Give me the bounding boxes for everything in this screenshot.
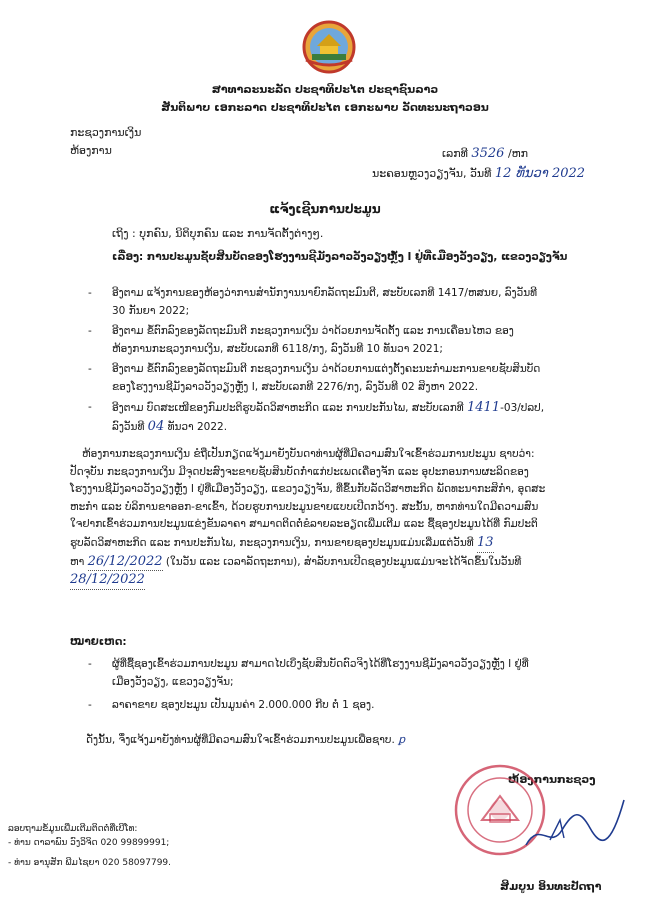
reference-text: ລົງວັນທີ	[112, 420, 145, 433]
country-header: ສາທາລະນະລັດ ປະຊາທິປະໄຕ ປະຊາຊົນລາວ	[211, 83, 439, 96]
body-line: ຮູບລັດວິສາຫະກິດ ແລະ ການປະກັນໄພ, ກະຊວງການເງິນ, ການຂາຍຊອງປະມູນແມ່ນເລີ່ມແຕ່ວັນທີ	[70, 536, 474, 549]
body-line: (ໃນວັນ ແລະ ເວລາລັດຖະການ), ສຳລັບການເປີດຊອງປະມູນແມ່ນຈະໄດ້ຈັດຂຶ້ນໃນວັນທີ	[165, 555, 522, 568]
reference-text: ອີງຕາມ ບົດສະເໜີຂອງກົມປະຕິຮູບລັດວິສາຫະກິດ ແລະ ການປະກັນໄພ, ສະບັບເລກທີ	[112, 402, 464, 414]
ref-number-value: 3526	[471, 146, 505, 161]
body-line: ປັດຈຸບັນ ກະຊວງການເງິນ ມີຈຸດປະສົງຈະຂາຍຊັບສິນບັດກໍ່າແກ່ປະເພດເຄື່ອງຈັກ ແລະ ອຸປະກອນການຜະລິດຂອງ	[70, 465, 529, 478]
body-line: ໂຮງງານຊີມັງລາວວັງວຽງຫຼັ່ງ I ຢູ່ທີ່ເມືອງວັງວຽງ, ແຂວງວຽງຈັນ, ທີ່ຂຶ້ນກັບລັດວິສາຫະກິດ ພັດທະນາກະສິກຳ, ອຸດສະ	[70, 483, 546, 496]
handwritten-day: 04	[147, 418, 165, 434]
notes-heading: ໝາຍເຫດ:	[70, 636, 127, 648]
national-emblem-icon	[298, 20, 360, 74]
motto-header: ສັນຕິພາບ ເອກະລາດ ປະຊາທິປະໄຕ ເອກະພາບ ວັດທະນະຖາວອນ	[161, 101, 489, 114]
reference-text: ຂອງໂຮງງານຊີມັງລາວວັງວຽງຫຼັ່ງ I, ສະບັບເລກທີ 2276/ກງ, ລົງວັນທີ 02 ສິງຫາ 2022.	[112, 380, 479, 393]
office-name: ຫ້ອງການ	[70, 144, 112, 157]
ref-number-suffix: /ຫກ	[507, 147, 529, 160]
ministry-name: ກະຊວງການເງິນ	[70, 126, 142, 139]
handwritten-signature	[520, 790, 630, 860]
reference-text: ອີງຕາມ ຂໍ້ຕົກລົງຂອງລັດຖະມົນຕີ ກະຊວງການເງິນ ວ່າດ້ວຍການແຕ່ງຕັ້ງຄະນະກຳມະການຂາຍຊັບສິນບັດ	[112, 363, 541, 375]
reference-text: ອີງຕາມ ແຈ້ງການຂອງຫ້ອງວ່າການສຳນັກງານນາຍົກລັດຖະມົນຕີ, ສະບັບເລກທີ 1417/ຫສນຍ, ລົງວັນທີ	[112, 287, 538, 299]
place-date-label: ນະຄອນຫຼວງວຽງຈັນ, ວັນທີ	[372, 167, 492, 180]
note-text: ຜູ້ທີ່ຊື້ຊອງເຂົ້າຮ່ວມການປະມູນ ສາມາດໄປເບິ່ງຊັບສິນບັດຕົວຈິງໄດ້ທີ່ໂຮງງານຊີມັງລາວວັງວຽງຫຼັ່ງ I ຢູ່ທີ່	[112, 658, 529, 670]
document-title: ແຈ້ງເຊີນການປະມູນ	[269, 202, 381, 216]
body-line: ຫາ	[70, 555, 85, 568]
body-line: ຫະກຳ ແລະ ບໍລິການຂາອອກ-ຂາເຂົ້າ, ດ້ວຍຮູບການປະມູນຂາຍແບບເປີດກວ້າງ. ສະນັ້ນ, ຫາກທ່ານໃດມີຄວາມສົນ	[70, 500, 539, 513]
sale-start-date: 13	[477, 534, 494, 553]
closing-text: ດັ່ງນັ້ນ, ຈຶ່ງແຈ້ງມາຍັງທ່ານຜູ້ທີ່ມີຄວາມສົນໃຈເຂົ້າຮ່ວມການປະມູນເພື່ອຊາບ.	[86, 734, 395, 746]
opening-date: 28/12/2022	[70, 571, 145, 590]
signatory-name: ສິມບູນ ອິນທະປັດຖາ	[500, 880, 602, 893]
reference-text: -03/ປລປ,	[500, 402, 545, 414]
subject-line: ເລື່ອງ: ການປະມູນຊັບສິນບັດຂອງໂຮງງານຊີມັງລາວວັງວຽງຫຼັ່ງ I ຢູ່ທີ່ເມືອງວັງວຽງ, ແຂວງວຽງຈັນ	[112, 251, 568, 263]
place-date	[372, 167, 585, 181]
body-paragraph	[70, 446, 590, 590]
contact-item: - ທ່ານ ອານຸສັກ ພີມໄຊຍາ 020 58097799.	[8, 858, 172, 868]
body-line: ຫ້ອງການກະຊວງການເງິນ ຂໍຖືເປັນກຽດແຈ້ງມາຍັງບັນດາທ່ານຜູ້ທີ່ມີຄວາມສົນໃຈເຂົ້າຮ່ວມການປະມູນ ຊາບວ່າ:	[82, 448, 535, 460]
sale-end-date: 26/12/2022	[88, 553, 163, 572]
body-line: ໃຈຢາກເຂົ້າຮ່ວມການປະມູນແຂ່ງຂັນລາຄາ ສາມາດຕິດຕໍ່ຂໍລາຍລະອຽດເພີ່ມເຕີມ ແລະ ຊື້ຊອງປະມູນໄດ້ທີ່ ກົມປະຕິ	[70, 518, 538, 531]
contact-item: - ທ່ານ ດາລາພົນ ວົງວິຈິດ 020 99899991;	[8, 838, 170, 848]
initial-mark-icon: ꝑ	[398, 733, 406, 746]
contacts-heading: ລອບຖາມຂໍ້ມູນເພີ່ມເຕີມຕິດຕໍ່ທີ່ເບີໂທ:	[8, 824, 138, 834]
to-line: ເຖິງ : ບຸກຄົນ, ນິຕິບຸກຄົນ ແລະ ການຈັດຕັ້ງຕ່າງໆ.	[112, 227, 324, 240]
reference-text: ອີງຕາມ ຂໍ້ຕົກລົງຂອງລັດຖະມົນຕີ ກະຊວງການເງິນ ວ່າດ້ວຍການຈັດຕັ້ງ ແລະ ການເຄື່ອນໄຫວ ຂອງ	[112, 325, 514, 337]
document-page: ສາທາລະນະລັດ ປະຊາທິປະໄຕ ປະຊາຊົນລາວ ສັນຕິພາບ ເອກະລາດ ປະຊາທິປະໄຕ ເອກະພາບ ວັດທະນະຖາວອນ ກະຊວງການເງິນ ຫ້ອງການ ເລກທີ 3526 /ຫກ ນະຄອນຫຼວງວຽງຈັນ, ວັນທີ 12 ທັນວາ 2022 ແຈ້ງເຊີນການປະມູນ ເຖິງ : ບຸກຄົນ, ນິຕິບຸກຄົນ ແລະ ການຈັດຕັ້ງຕ່າງໆ. ເລື່ອງ: ການປະມູນຊັບສິນບັດຂອງໂຮງງານຊີມັງລາວວັງວຽງຫຼັ່ງ I ຢູ່ທີ່ເມືອງວັງວຽງ, ແຂວງວຽງຈັນ - ອີງຕາມ ແຈ້ງການຂອງຫ້ອງວ່າການສຳນັກງານນາຍົກລັດຖະມົນຕີ, ສະບັບເລກທີ 1417/ຫສນຍ, ລົງວັນທີ 30 ກັນຍາ 2022; - ອີງຕາມ ຂໍ້ຕົກລົງຂອງລັດຖະມົນຕີ ກະຊວງການເງິນ ວ່າດ້ວຍການຈັດຕັ້ງ ແລະ ການເຄື່ອນໄຫວ ຂອງ ຫ້ອງການກະຊວງການເງິນ, ສະບັບເລກທີ 6118/ກງ, ລົງວັນທີ 10 ທັນວາ 2021; - ອີງຕາມ ຂໍ້ຕົກລົງຂອງລັດຖະມົນຕີ ກະຊວງການເງິນ ວ່າດ້ວຍການແຕ່ງຕັ້ງຄະນະກຳມະການຂາຍຊັບສິນບັດ ຂອງໂຮງງານຊີມັງລາວວັງວຽງຫຼັ່ງ I, ສະບັບເລກທີ 2276/ກງ, ລົງວັນທີ 02 ສິງຫາ 2022. - ອີງຕາມ ບົດສະເໜີຂອງກົມປະຕິຮູບລັດວິສາຫະກິດ ແລະ ການປະກັນໄພ, ສະບັບເລກທີ 1411-03/ປລປ, ລົງວັນທີ 04 ທັນວາ 2022. ຫ້ອງການກະຊວງການເງິນ ຂໍຖືເປັນກຽດແຈ້ງມາຍັງບັນດາທ່ານຜູ້ທີ່ມີຄວາມສົນໃຈເຂົ້າຮ່ວມການປະມູນ ຊາບວ່າ: ປັດຈຸບັນ ກະຊວງການເງິນ ມີຈຸດປະສົງຈະຂາຍຊັບສິນບັດກໍ່າແກ່ປະເພດເຄື່ອງຈັກ ແລະ ອຸປະກອນການຜະລິດຂອງ ໂຮງງານຊີມັງລາວວັງວຽງຫຼັ່ງ I ຢູ່ທີ່ເມືອງວັງວຽງ, ແຂວງວຽງຈັນ, ທີ່ຂຶ້ນກັບລັດວິສາຫະກິດ ພັດທະນາກະສິກຳ, ອຸດສະ ຫະກຳ ແລະ ບໍລິການຂາອອກ-ຂາເຂົ້າ, ດ້ວຍຮູບການປະມູນຂາຍແບບເປີດກວ້າງ. ສະນັ້ນ, ຫາກທ່ານໃດມີຄວາມສົນ ໃຈຢາກເຂົ້າຮ່ວມການປະມູນແຂ່ງຂັນລາຄາ ສາມາດຕິດຕໍ່ຂໍລາຍລະອຽດເພີ່ມເຕີມ ແລະ ຊື້ຊອງປະມູນໄດ້ທີ່ ກົມປະຕິ ຮູບລັດວິສາຫະກິດ ແລະ ການປະກັນໄພ, ກະຊວງການເງິນ, ການຂາຍຊອງປະມູນແມ່ນເລີ່ມແຕ່ວັນທີ 13 ຫາ 26/12/2022 (ໃນວັນ ແລະ ເວລາລັດຖະການ), ສຳລັບການເປີດຊອງປະມູນແມ່ນຈະໄດ້ຈັດຂຶ້ນໃນວັນທີ 28/12/2022 ໝາຍເຫດ: - ຜູ້ທີ່ຊື້ຊອງເຂົ້າຮ່ວມການປະມູນ ສາມາດໄປເບິ່ງຊັບສິນບັດຕົວຈິງໄດ້ທີ່ໂຮງງານຊີມັງລາວວັງວຽງຫຼັ່ງ I ຢູ່ທີ່ ເມືອງວັງວຽງ, ແຂວງວຽງຈັນ; - ລາຄາຂາຍ ຊອງປະມູນ ເປັນມູນຄ່າ 2.000.000 ກີບ ຕໍ່ 1 ຊອງ. ດັ່ງນັ້ນ, ຈຶ່ງແຈ້ງມາຍັງທ່ານຜູ້ທີ່ມີຄວາມສົນໃຈເຂົ້າຮ່ວມການປະມູນເພື່ອຊາບ. ꝑ ຫ້ອງການກະຊວງ ສິມບູນ ອິນທະປັດຖາ ລອບຖາມຂໍ້ມູນເພີ່ມເຕີມຕິດຕໍ່ທີ່ເບີໂທ: - ທ່ານ ດາລາພົນ ວົງວິຈິດ 020 99899991; - ທ່ານ ອານຸສັກ ພີມໄຊຍາ 020 58097799.	[0, 0, 650, 919]
ref-number-label: ເລກທີ	[442, 147, 468, 160]
note-text: ລາຄາຂາຍ ຊອງປະມູນ ເປັນມູນຄ່າ 2.000.000 ກີບ ຕໍ່ 1 ຊອງ.	[112, 699, 375, 711]
reference-text: ທັນວາ 2022.	[167, 420, 228, 433]
signatory-title: ຫ້ອງການກະຊວງ	[508, 773, 596, 786]
issue-date: 12 ທັນວາ 2022	[494, 166, 586, 181]
reference-text: ຫ້ອງການກະຊວງການເງິນ, ສະບັບເລກທີ 6118/ກງ, ລົງວັນທີ 10 ທັນວາ 2021;	[112, 342, 443, 355]
handwritten-number: 1411	[467, 400, 501, 415]
note-text: ເມືອງວັງວຽງ, ແຂວງວຽງຈັນ;	[112, 675, 234, 688]
closing-line	[86, 733, 405, 747]
reference-text: 30 ກັນຍາ 2022;	[112, 304, 190, 317]
ref-number	[442, 147, 528, 161]
